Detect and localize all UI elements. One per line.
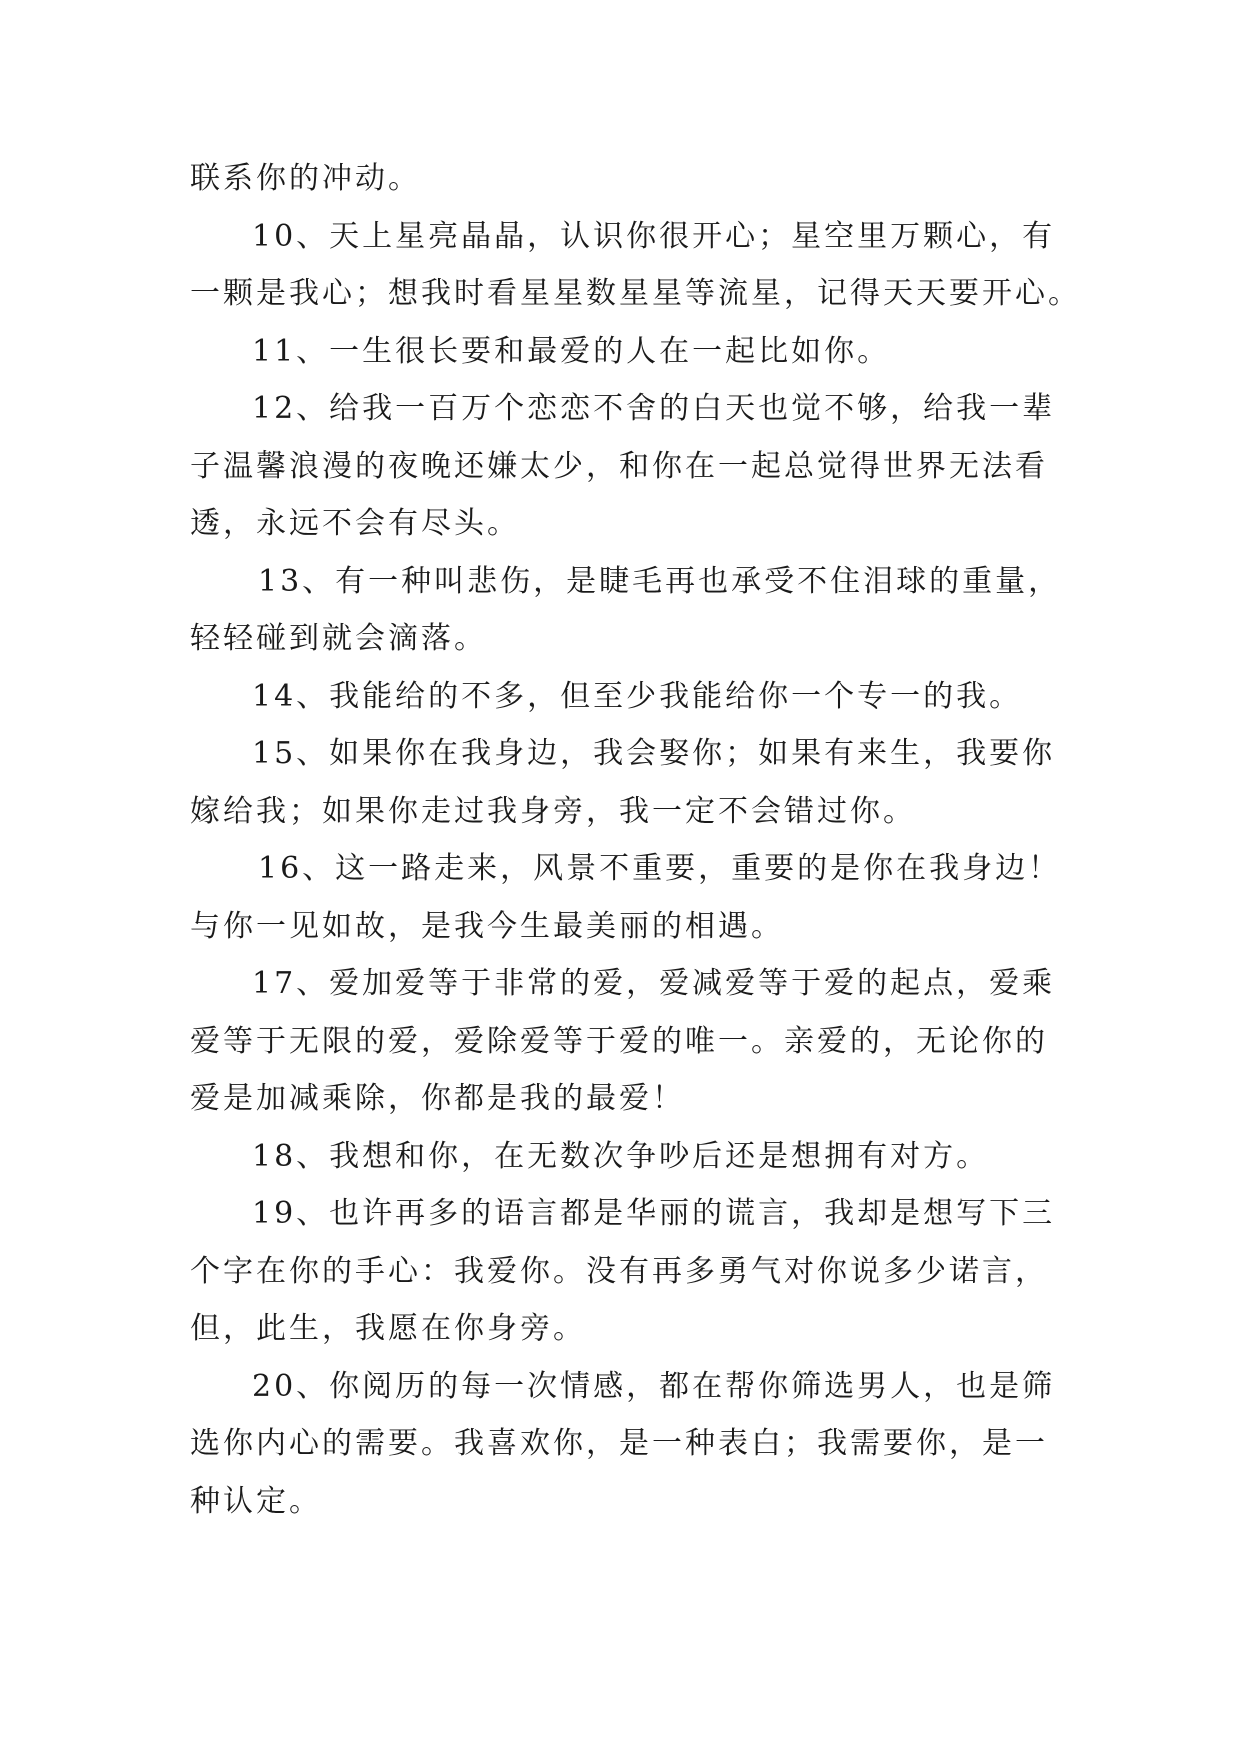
text-line: 个字在你的手心：我爱你。没有再多勇气对你说多少诺言， <box>190 1253 1048 1289</box>
text-line: 与你一见如故，是我今生最美丽的相遇。 <box>190 908 784 944</box>
text-line: 19、也许再多的语言都是华丽的谎言，我却是想写下三 <box>252 1196 1056 1231</box>
text-line: 轻轻碰到就会滴落。 <box>190 621 487 656</box>
text-line: 12、给我一百万个恋恋不舍的白天也觉不够，给我一辈 <box>252 391 1056 426</box>
text-line: 透，永远不会有尽头。 <box>190 506 520 541</box>
text-line: 联系你的冲动。 <box>190 161 421 196</box>
text-line: 嫁给我；如果你走过我身旁，我一定不会错过你。 <box>190 793 916 829</box>
text-line: 18、我想和你，在无数次争吵后还是想拥有对方。 <box>252 1138 990 1174</box>
text-line: 11、一生很长要和最爱的人在一起比如你。 <box>252 333 891 369</box>
text-line: 20、你阅历的每一次情感，都在帮你筛选男人，也是筛 <box>252 1368 1056 1404</box>
text-line: 17、爱加爱等于非常的爱，爱减爱等于爱的起点，爱乘 <box>252 966 1056 1001</box>
text-line: 一颗是我心；想我时看星星数星星等流星，记得天天要开心。 <box>190 276 1081 311</box>
text-line: 爱是加减乘除，你都是我的最爱！ <box>190 1081 685 1116</box>
text-line: 但，此生，我愿在你身旁。 <box>190 1311 586 1346</box>
text-line: 14、我能给的不多，但至少我能给你一个专一的我。 <box>252 678 1023 714</box>
text-line: 16、这一路走来，风景不重要，重要的是你在我身边！ <box>258 851 1062 886</box>
text-line: 选你内心的需要。我喜欢你，是一种表白；我需要你，是一 <box>190 1426 1048 1461</box>
text-line: 13、有一种叫悲伤，是睫毛再也承受不住泪球的重量， <box>258 563 1062 599</box>
text-line: 15、如果你在我身边，我会娶你；如果有来生，我要你 <box>252 736 1056 771</box>
text-line: 10、天上星亮晶晶，认识你很开心；星空里万颗心，有 <box>252 218 1056 254</box>
text-line: 爱等于无限的爱，爱除爱等于爱的唯一。亲爱的，无论你的 <box>190 1023 1048 1059</box>
text-line: 种认定。 <box>190 1483 322 1519</box>
text-line: 子温馨浪漫的夜晚还嫌太少，和你在一起总觉得世界无法看 <box>190 448 1048 484</box>
document-page <box>190 150 1081 1530</box>
